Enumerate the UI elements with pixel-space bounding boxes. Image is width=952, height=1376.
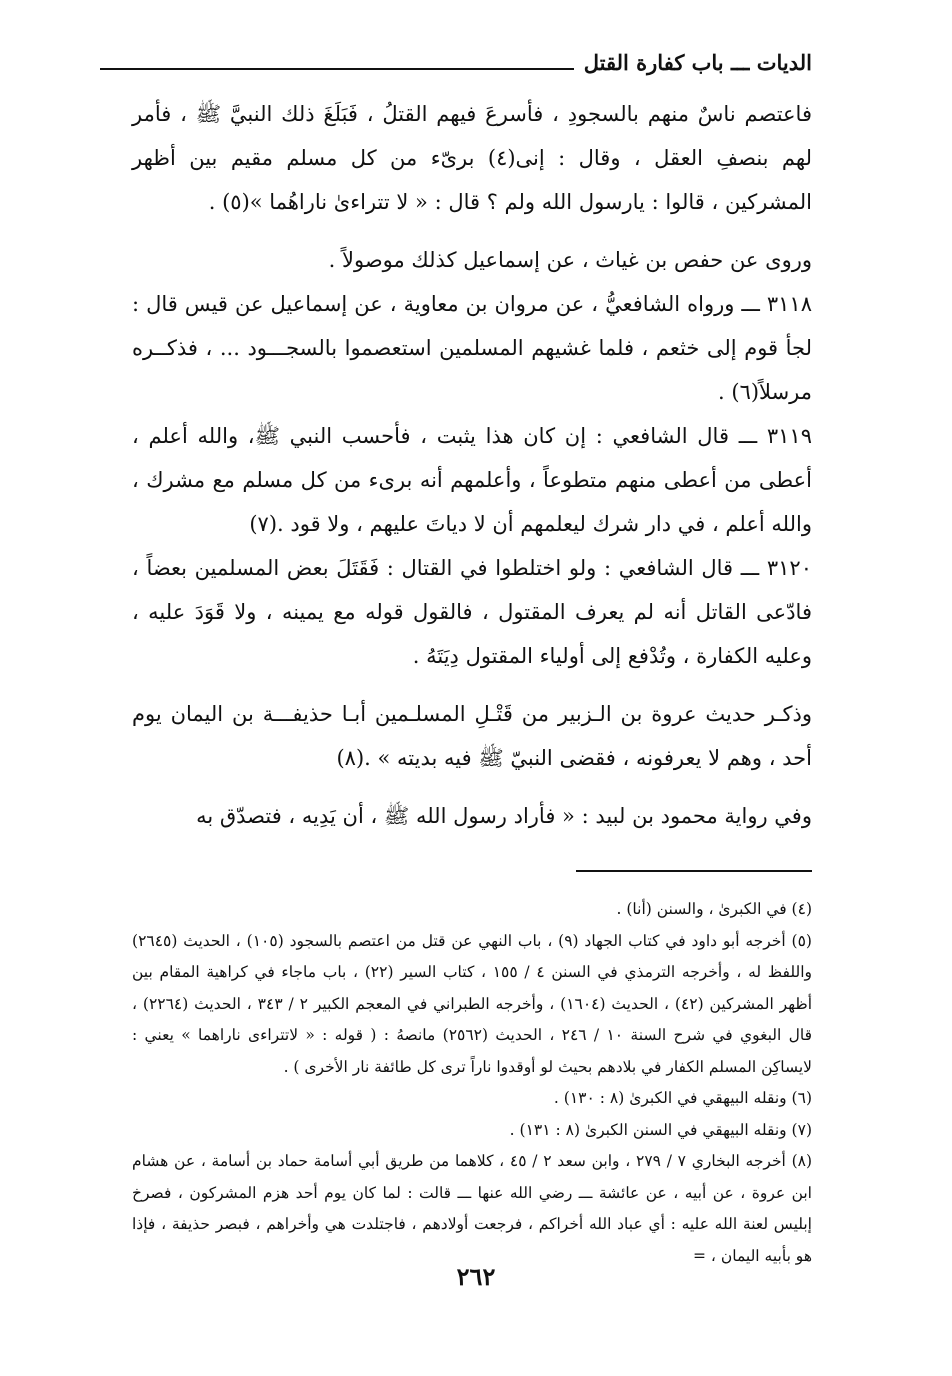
footnotes [132, 894, 812, 1272]
footnote: (٧) ونقله البيهقي في السنن الكبرىٰ (٨ : ١٣١) . [509, 1120, 812, 1139]
footnote: (٨) أخرجه البخاري ٧ / ٢٧٩ ، وابن سعد ٢ / ٤٥ ، كلاهما من طريق أبي أسامة حماد بن أسامة ، عن هشام ابن عروة ، عن أبيه ، عن عائشة ـــ رضي الله عنها ـــ قالت : لما كان يوم أحد هزم المشركون ، فصرخ إبليس لعنة الله عليه : أي عباد الله أخراكم ، فرجعت أولادهم ، فاجتلدت هي وأخراهم ، فبصر حذيفة ، فإذا هو بأبيه اليمان ، = [132, 1152, 813, 1265]
running-header [100, 42, 812, 82]
paragraph: ٣١١٩ ـــ قال الشافعي : إن كان هذا يثبت ، فأحسب النبي ﷺ، والله أعلم ، أعطى من أعطى منهم متطوعاً ، وأعلمهم أنه برىء من كل مسلم مع مشرك ، والله أعلم ، في دار شرك ليعلمهم أن لا دياتَ عليهم ، ولا قود .(٧) [132, 424, 812, 536]
footnote: (٦) ونقله البيهقي في الكبرىٰ (٨ : ١٣٠) . [553, 1089, 812, 1107]
paragraph: وفي رواية محمود بن لبيد : « فأراد رسول الله ﷺ ، أن يَدِيه ، فتصدّق به [196, 804, 812, 828]
footnote: (٤) في الكبرىٰ ، والسنن (أنا) . [616, 900, 812, 918]
paragraph: وذكـر حديث عروة بن الـزبير من قَتْـلِ المسلـمين أبـا حذيفـــة بن اليمان يوم أحد ، وهم لا يعرفونه ، فقضى النبيّ ﷺ فيه بديته » .(٨) [132, 702, 812, 770]
page-number: ٢٦٢ [456, 1262, 496, 1291]
paragraph: وروى عن حفص بن غياث ، عن إسماعيل كذلك موصولاً . [328, 248, 812, 272]
paragraph: ٣١٢٠ ـــ قال الشافعي : ولو اختلطوا في القتال : فَقَتَلَ بعض المسلمين بعضاً ، فادّعى القاتل أنه لم يعرف المقتول ، فالقول قوله مع يمينه ، ولا قَوَدَ عليه ، وعليه الكفارة ، وتُدْفع إلى أولياء المقتول دِيَتَهُ . [132, 556, 812, 668]
footnote-separator [576, 870, 812, 872]
footnote: (٥) أخرجه أبو داود في كتاب الجهاد (٩) ، باب النهي عن قتل من اعتصم بالسجود (١٠٥) ، الحديث (٢٦٤٥) واللفظ له ، وأخرجه الترمذي في السنن ٤ / ١٥٥ ، كتاب السير (٢٢) ، باب ماجاء في كراهية المقام بين أظهر المشركين (٤٢) ، الحديث (١٦٠٤) ، وأخرجه الطبراني في المعجم الكبير ٢ / ٣٤٣ ، الحديث (٢٢٦٤) ، قال البغوي في شرح السنة ١٠ / ٢٤٦ ، الحديث (٢٥٦٢) مانصهُ : ( قوله : « لاتتراءى ناراهما » يعني : لايساكِن المسلم الكفار في بلادهم بحيث لو أوقدوا ناراً ترى كل طائفة نار الأخرى ) . [132, 931, 813, 1076]
main-text [132, 92, 812, 838]
header-rule [100, 68, 574, 70]
paragraph: فاعتصم ناسٌ منهم بالسجودِ ، فأسرعَ فيهم القتلُ ، فَبَلَغَ ذلك النبيَّ ﷺ ، فأمر لهم بنصفِ العقل ، وقال : إنى(٤) برىّء من كل مسلم مقيم بين أظهر المشركين ، قالوا : يارسول الله ولم ؟ قال : « لا تتراءىٰ ناراهُما »(٥) . [132, 102, 812, 214]
header-title: الديات ـــ باب كفارة القتل [583, 49, 812, 75]
paragraph: ٣١١٨ ـــ ورواه الشافعيُّ ، عن مروان بن معاوية ، عن إسماعيل عن قيس قال : لجأ قوم إلى خثعم ، فلما غشيهم المسلمين استعصموا بالسجـــود ... ، فذكــره مرسلاً(٦) . [132, 292, 812, 404]
